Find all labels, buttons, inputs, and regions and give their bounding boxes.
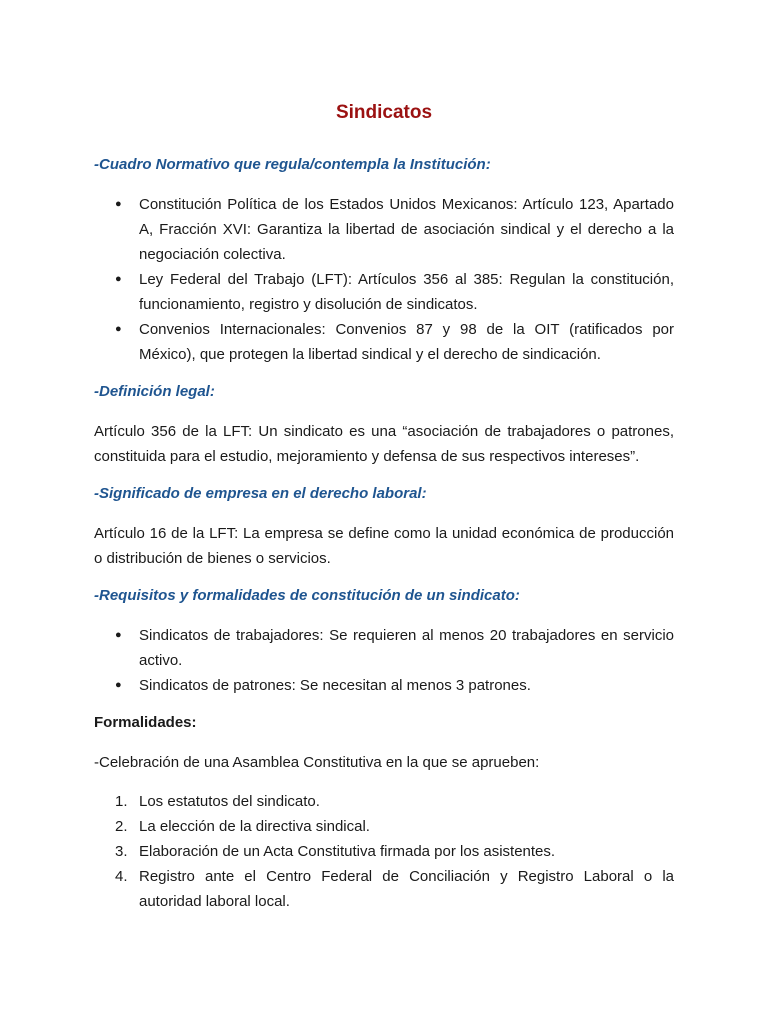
legal-definition-text: Artículo 356 de la LFT: Un sindicato es una “asociación de trabajadores o patrones, constituida para el estudio, mejoramiento y defensa de sus respectivos intereses”. (94, 423, 674, 465)
bullet-icon: ● (115, 273, 122, 285)
list-item: ● Sindicatos de patrones: Se necesitan al menos 3 patrones. (94, 673, 674, 698)
formalities-intro: -Celebración de una Asamblea Constitutiva en la que se aprueben: (94, 754, 540, 771)
list-item: 3. Elaboración de un Acta Constitutiva firmada por los asistentes. (115, 843, 556, 860)
page-title: Sindicatos (335, 102, 433, 123)
list-item: 4. Registro ante el Centro Federal de Conciliación y Registro Laboral o la autoridad laboral local. (115, 868, 674, 910)
company-meaning-heading: -Significado de empresa en el derecho laboral: (94, 485, 427, 502)
formalities-list (94, 789, 674, 914)
bullet-icon: ● (115, 679, 122, 691)
normative-list (94, 192, 674, 367)
company-meaning-text: Artículo 16 de la LFT: La empresa se define como la unidad económica de producción o distribución de bienes o servicios. (94, 525, 674, 567)
normative-heading: -Cuadro Normativo que regula/contempla la Institución: (94, 156, 491, 173)
legal-definition-heading: -Definición legal: (94, 383, 215, 400)
list-item: ● Convenios Internacionales: Convenios 87 y 98 de la OIT (ratificados por México), que protegen la libertad sindical y el derecho de sindicación. (94, 317, 674, 367)
list-item: 1. Los estatutos del sindicato. (115, 793, 320, 810)
requirements-heading: -Requisitos y formalidades de constitución de un sindicato: (94, 587, 520, 604)
list-item: ● Sindicatos de trabajadores: Se requieren al menos 20 trabajadores en servicio activo. (94, 623, 674, 673)
requirements-list (94, 623, 674, 698)
bullet-icon: ● (115, 198, 122, 210)
formalities-heading: Formalidades: (94, 714, 197, 731)
list-item: ● Ley Federal del Trabajo (LFT): Artículos 356 al 385: Regulan la constitución, funcionamiento, registro y disolución de sindicatos. (94, 267, 674, 317)
list-item: ● Constitución Política de los Estados Unidos Mexicanos: Artículo 123, Apartado A, Fracción XVI: Garantiza la libertad de asociación sindical y el derecho a la negociación colectiva. (94, 192, 674, 267)
list-item: 2. La elección de la directiva sindical. (115, 818, 370, 835)
bullet-icon: ● (115, 629, 122, 641)
bullet-icon: ● (115, 323, 122, 335)
document-page (94, 100, 674, 914)
